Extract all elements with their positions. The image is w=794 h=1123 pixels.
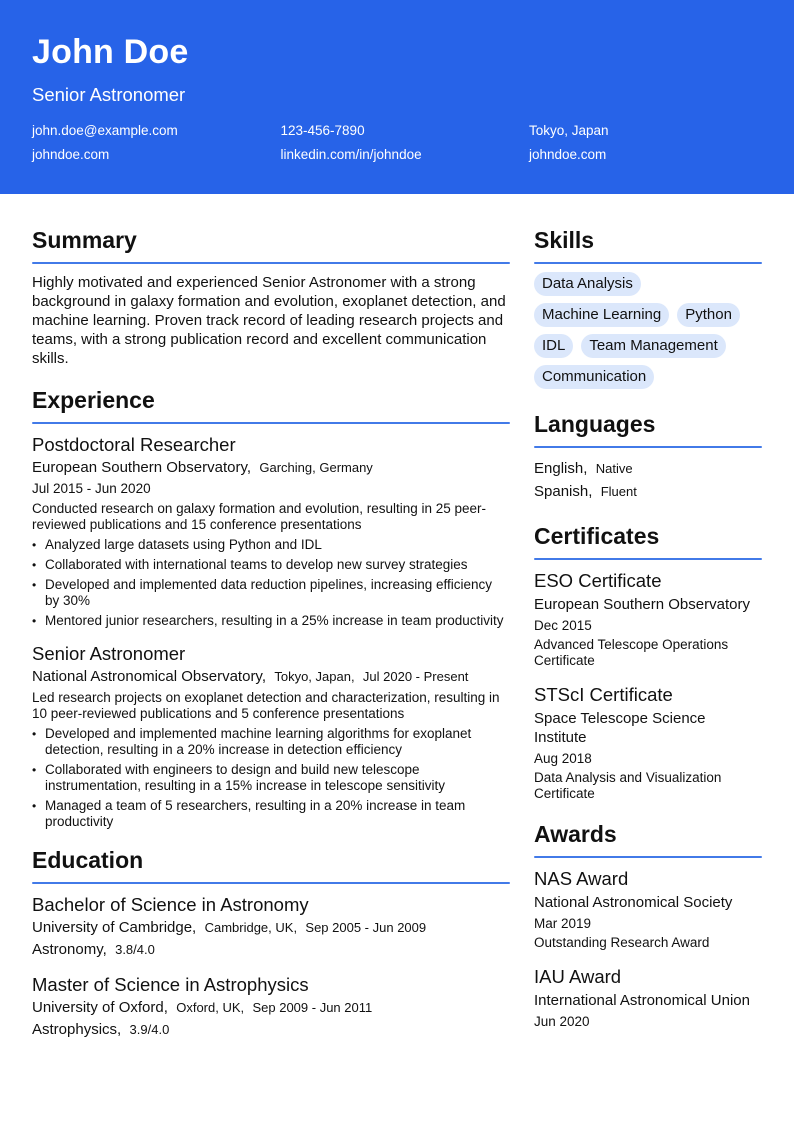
degree-title: Master of Science in Astrophysics [32,974,309,995]
languages-section [534,410,762,503]
section-title: Experience [32,387,155,413]
candidate-name: John Doe [32,33,189,71]
education-entry [32,973,510,1041]
field-of-study: Astrophysics, [32,1021,122,1038]
field-of-study: Astronomy, [32,941,107,958]
contact-website[interactable]: johndoe.com [32,147,110,162]
section-title: Summary [32,227,137,253]
section-divider [534,262,762,264]
job-location: Garching, Germany [259,460,373,475]
certificate-entry [534,683,762,802]
section-title: Languages [534,411,656,437]
section-title: Certificates [534,523,660,549]
job-description: Conducted research on galaxy formation and evolution, resulting in 25 peer-reviewed publications and 15 conference presentations [32,501,487,532]
gpa: 3.9/4.0 [129,1022,170,1037]
skill-chip: Data Analysis [534,272,641,296]
school-location: Cambridge, UK, [204,920,298,935]
job-organization: National Astronomical Observatory, [32,668,266,685]
skill-chip: Python [677,303,740,327]
job-bullets [32,537,510,629]
school-location: Oxford, UK, [176,1000,245,1015]
section-divider [32,882,510,884]
award-entry [534,867,762,951]
school-dates: Sep 2009 - Jun 2011 [252,1000,373,1015]
section-divider [534,446,762,448]
side-column [534,226,762,1031]
experience-entry [32,642,510,830]
certificates-section [534,522,762,802]
award-date: Mar 2019 [534,916,592,931]
list-item: • Collaborated with engineers to design and build new telescope instrumentation, resulting in a 15% increase in telescope sensitivity [32,762,510,794]
degree-title: Bachelor of Science in Astronomy [32,894,309,915]
award-issuer: International Astronomical Union [534,992,750,1009]
list-item: • Collaborated with international teams to develop new survey strategies [32,557,510,573]
certificate-title: STScI Certificate [534,684,673,705]
school-line [32,997,510,1019]
award-entry [534,965,762,1031]
list-item: • Developed and implemented data reduction pipelines, increasing efficiency by 30% [32,577,510,609]
summary-section [32,226,510,368]
certificate-issuer: European Southern Observatory [534,596,750,613]
section-divider [32,422,510,424]
section-title: Skills [534,227,595,253]
experience-entry [32,433,510,629]
section-divider [534,856,762,858]
education-entry [32,893,510,961]
skill-chip: Communication [534,365,654,389]
job-org-line [32,458,510,478]
skill-chip: Team Management [581,334,725,358]
job-dates: Jul 2015 - Jun 2020 [32,481,151,496]
list-item: • Developed and implemented machine learning algorithms for exoplanet detection, resulting in a 20% increase in detection efficiency [32,726,510,758]
experience-section [32,386,510,830]
section-divider [32,262,510,264]
certificate-title: ESO Certificate [534,570,662,591]
certificate-date: Dec 2015 [534,618,592,633]
job-location: Tokyo, Japan, [274,669,355,684]
resume-header [0,0,794,194]
award-description: Outstanding Research Award [534,935,710,950]
language-level: Fluent [600,484,637,499]
list-item: • Mentored junior researchers, resulting in a 25% increase in team productivity [32,613,510,629]
gpa: 3.8/4.0 [115,942,155,957]
field-line [32,939,510,961]
language-name: English, [534,460,588,477]
job-title: Postdoctoral Researcher [32,434,236,455]
certificate-date: Aug 2018 [534,751,592,766]
award-title: NAS Award [534,868,629,889]
certificate-description: Advanced Telescope Operations Certificate [534,637,729,668]
skill-chip: IDL [534,334,573,358]
job-title: Senior Astronomer [32,643,186,664]
education-section [32,846,510,1041]
contact-phone[interactable]: 123-456-7890 [280,123,365,138]
section-divider [534,558,762,560]
certificate-description: Data Analysis and Visualization Certificate [534,770,722,801]
section-title: Education [32,847,144,873]
contact-location: Tokyo, Japan [529,123,609,138]
summary-text: Highly motivated and experienced Senior Astronomer with a strong background in galaxy formation and evolution, exoplanet detection, and machine learning. Proven track record of leading research projects and teams, with a strong publication record and excellent communication skills. [32,274,506,367]
list-item: • Managed a team of 5 researchers, resulting in a 20% increase in team productivity [32,798,510,830]
section-title: Awards [534,821,617,847]
school-name: University of Oxford, [32,999,168,1016]
main-column [32,226,510,1041]
contact-linkedin[interactable]: linkedin.com/in/johndoe [280,147,422,162]
candidate-role: Senior Astronomer [32,84,186,105]
school-dates: Sep 2005 - Jun 2009 [305,920,427,935]
job-organization: European Southern Observatory, [32,459,252,476]
skill-chip: Machine Learning [534,303,669,327]
contact-info [32,123,762,163]
contact-email[interactable]: john.doe@example.com [32,123,178,138]
language-item [534,457,762,480]
school-line [32,917,510,939]
language-level: Native [595,461,633,476]
contact-website-secondary[interactable]: johndoe.com [529,147,607,162]
skills-section [534,226,762,389]
job-bullets [32,726,510,830]
award-title: IAU Award [534,966,622,987]
award-issuer: National Astronomical Society [534,894,733,911]
list-item: • Analyzed large datasets using Python and IDL [32,537,510,553]
language-name: Spanish, [534,483,593,500]
language-item [534,480,762,503]
job-org-line [32,667,510,687]
award-date: Jun 2020 [534,1014,590,1029]
job-dates: Jul 2020 - Present [362,669,469,684]
job-description: Led research projects on exoplanet detection and characterization, resulting in 10 peer-reviewed publications and 5 conference presentations [32,690,500,721]
certificate-issuer: Space Telescope Science Institute [534,710,706,746]
awards-section [534,820,762,1031]
school-name: University of Cambridge, [32,919,197,936]
skill-chips [534,272,762,389]
field-line [32,1019,510,1041]
certificate-entry [534,569,762,669]
